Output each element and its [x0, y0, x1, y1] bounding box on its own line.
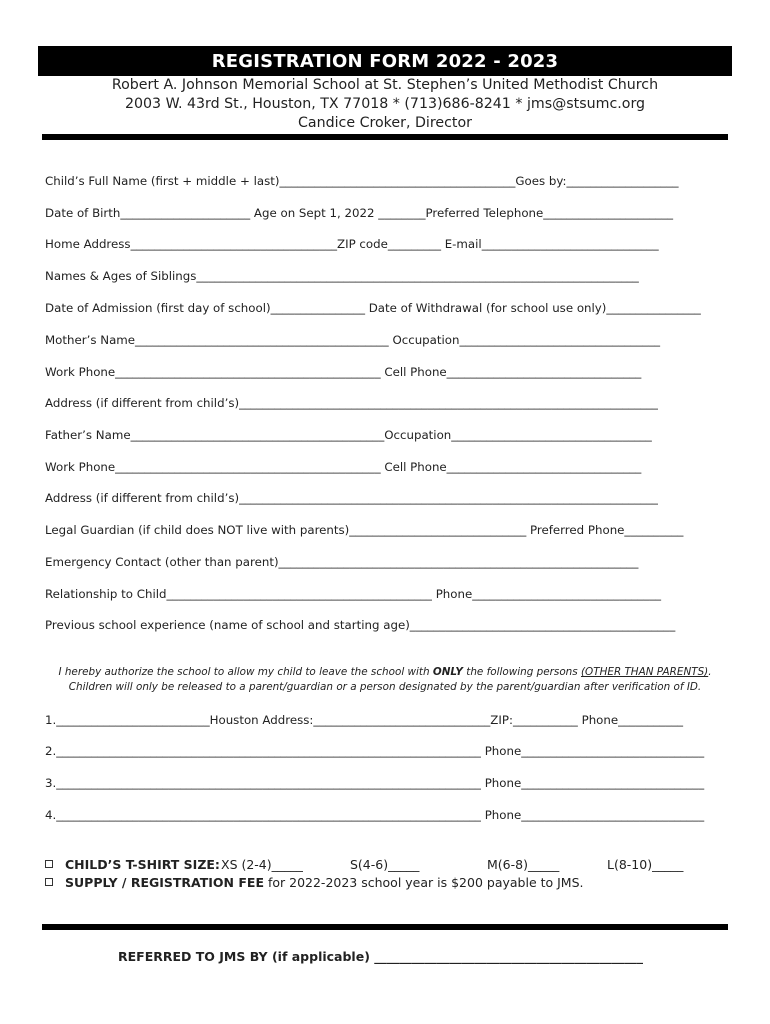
- mother-name-field[interactable]: Mother’s Name___________________________________________ Occupation__________________________________: [45, 333, 661, 347]
- tshirt-checkbox[interactable]: [45, 860, 53, 868]
- school-address: 2003 W. 43rd St., Houston, TX 77018 * (713)686-8241 * jms@stsumc.org: [124, 96, 646, 112]
- tshirt-xs[interactable]: XS (2-4)_____: [221, 857, 303, 872]
- emergency-contact-field[interactable]: Emergency Contact (other than parent)_____________________________________________________________: [45, 555, 639, 569]
- footer-divider: [42, 924, 728, 930]
- father-name-field[interactable]: Father’s Name___________________________________________Occupation__________________________________: [45, 428, 652, 442]
- tshirt-l[interactable]: L(8-10)_____: [607, 857, 684, 872]
- tshirt-m[interactable]: M(6-8)_____: [487, 857, 560, 872]
- legal-guardian-field[interactable]: Legal Guardian (if child does NOT live with parents)______________________________ Preferred Phone__________: [45, 523, 684, 537]
- tshirt-size-row: [45, 857, 220, 872]
- child-name-field[interactable]: Child’s Full Name (first + middle + last)________________________________________Goes by:___________________: [45, 174, 679, 188]
- authorization-line-1: [38, 666, 732, 678]
- referred-by-field[interactable]: REFERRED TO JMS BY (if applicable) ___________________________________________: [118, 949, 644, 964]
- auth-text: .: [708, 666, 712, 678]
- auth-other-than-parents: (OTHER THAN PARENTS): [580, 666, 709, 678]
- fee-checkbox[interactable]: [45, 878, 53, 886]
- authorized-person-1[interactable]: 1.__________________________Houston Address:______________________________ZIP:___________ Phone___________: [45, 713, 684, 727]
- fee-row: [45, 875, 584, 890]
- siblings-field[interactable]: Names & Ages of Siblings___________________________________________________________________________: [45, 269, 639, 283]
- director-name: Candice Croker, Director: [298, 115, 472, 131]
- authorized-person-3[interactable]: 3.________________________________________________________________________ Phone_______________________________: [45, 776, 705, 790]
- authorized-person-4[interactable]: 4.________________________________________________________________________ Phone_______________________________: [45, 808, 705, 822]
- fee-text: for 2022-2023 school year is $200 payable to JMS.: [263, 875, 584, 890]
- birth-date-field[interactable]: Date of Birth______________________ Age on Sept 1, 2022 ________Preferred Telephone______________________: [45, 206, 674, 220]
- authorized-person-2[interactable]: 2.________________________________________________________________________ Phone_______________________________: [45, 744, 705, 758]
- previous-school-field[interactable]: Previous school experience (name of school and starting age)_____________________________________________: [45, 618, 676, 632]
- header-divider: [42, 134, 728, 140]
- auth-text: the following persons: [462, 666, 581, 678]
- mother-phone-field[interactable]: Work Phone_____________________________________________ Cell Phone_________________________________: [45, 365, 642, 379]
- father-address-field[interactable]: Address (if different from child’s)_______________________________________________________________________: [45, 491, 658, 505]
- relationship-field[interactable]: Relationship to Child_____________________________________________ Phone________________________________: [45, 587, 661, 601]
- admission-date-field[interactable]: Date of Admission (first day of school)________________ Date of Withdrawal (for school use only)________________: [45, 301, 701, 315]
- home-address-field[interactable]: Home Address___________________________________ZIP code_________ E-mail______________________________: [45, 237, 659, 251]
- school-name: Robert A. Johnson Memorial School at St. Stephen’s United Methodist Church: [111, 77, 659, 93]
- auth-text: I hereby authorize the school to allow my child to leave the school with: [58, 666, 433, 678]
- tshirt-label: CHILD’S T-SHIRT SIZE:: [65, 857, 220, 872]
- tshirt-s[interactable]: S(4-6)_____: [350, 857, 420, 872]
- mother-address-field[interactable]: Address (if different from child’s)_______________________________________________________________________: [45, 396, 658, 410]
- auth-only: ONLY: [432, 666, 463, 678]
- fee-label: SUPPLY / REGISTRATION FEE: [65, 875, 264, 890]
- form-title: REGISTRATION FORM 2022 - 2023: [38, 46, 732, 76]
- authorization-line-2: Children will only be released to a parent/guardian or a person designated by the parent/guardian after verification of ID.: [68, 681, 702, 693]
- father-phone-field[interactable]: Work Phone_____________________________________________ Cell Phone_________________________________: [45, 460, 642, 474]
